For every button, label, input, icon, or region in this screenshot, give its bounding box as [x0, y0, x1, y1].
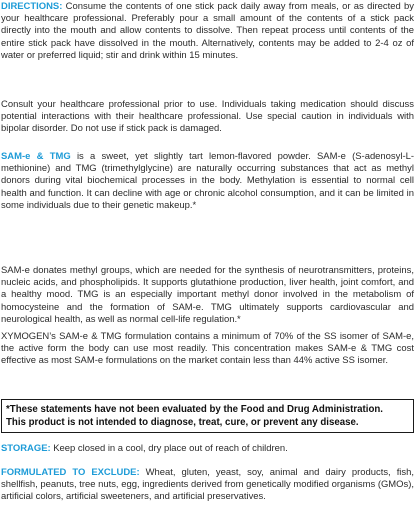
storage-text: Keep closed in a cool, dry place out of reach of children. [50, 443, 288, 454]
formulated-text: Wheat, gluten, yeast, soy, animal and dairy products, fish, shellfish, peanuts, tree nuts, egg, ingredients derived from genetically modified organisms (GMOs), artificial colors, artificial sweeteners, and artificial preservatives. [1, 467, 414, 503]
same-tmg-text: is a sweet, yet slightly tart lemon-flavored powder. SAM-e (S-adenosyl-L-methionine) and TMG (trimethylglycine) are naturally occurring substances that act as methyl donors during vital biochemical processes in the body. Methylation is essential to normal cell health and function. It can decline with age or chronic alcohol consumption, and it can be limited in some individuals due to their genetic makeup.* [1, 151, 415, 211]
fda-disclaimer-line-1: *These statements have not been evaluated by the Food and Drug Administration. [6, 404, 383, 415]
same-tmg-label: SAM-e & TMG [1, 151, 71, 162]
fda-disclaimer-line-2: This product is not intended to diagnose, treat, cure, or prevent any disease. [6, 417, 359, 428]
methyl-donor-paragraph: SAM-e donates methyl groups, which are needed for the synthesis of neurotransmitters, proteins, nucleic acids, and phospholipids. It supports glutathione production, liver health, joint comfort, and a healthy mood. TMG is an especially important methyl donor involved in the metabolism of homocysteine and the formation of SAM-e. TMG ultimately supports cardiovascular and neurological health, as well as normal cell-life regulation.* [1, 265, 414, 325]
formulated-label: FORMULATED TO EXCLUDE: [1, 467, 140, 478]
fda-disclaimer-box [1, 399, 414, 433]
consult-paragraph: Consult your healthcare professional prior to use. Individuals taking medication should discuss potential interactions with their healthcare professional. Use special caution in individuals with bipolar disorder. Do not use if stick pack is damaged. [1, 99, 414, 135]
directions-text: Consume the contents of one stick pack daily away from meals, or as directed by your healthcare professional. Preferably pour a small amount of the contents of a stick pack directly into the mouth and allow contents to dissolve. Then repeat process until contents of the entire stick pack have dissolved in the mouth. Alternatively, contents may be added to 2-4 oz of water or preferred liquid; stir and drink within 15 minutes. [1, 1, 414, 61]
directions-label: DIRECTIONS: [1, 1, 63, 12]
directions-paragraph [1, 1, 414, 62]
formulation-paragraph: XYMOGEN’s SAM-e & TMG formulation contains a minimum of 70% of the SS isomer of SAM-e, the active form the body can use most readily. This concentration makes SAM-e & TMG cost effective as most SAM-e formulations on the market contain less than 44% active SS isomer. [1, 331, 414, 367]
storage-label: STORAGE: [1, 443, 51, 454]
formulated-to-exclude-paragraph [1, 467, 414, 504]
storage-paragraph [1, 443, 414, 455]
same-tmg-paragraph [1, 151, 414, 212]
